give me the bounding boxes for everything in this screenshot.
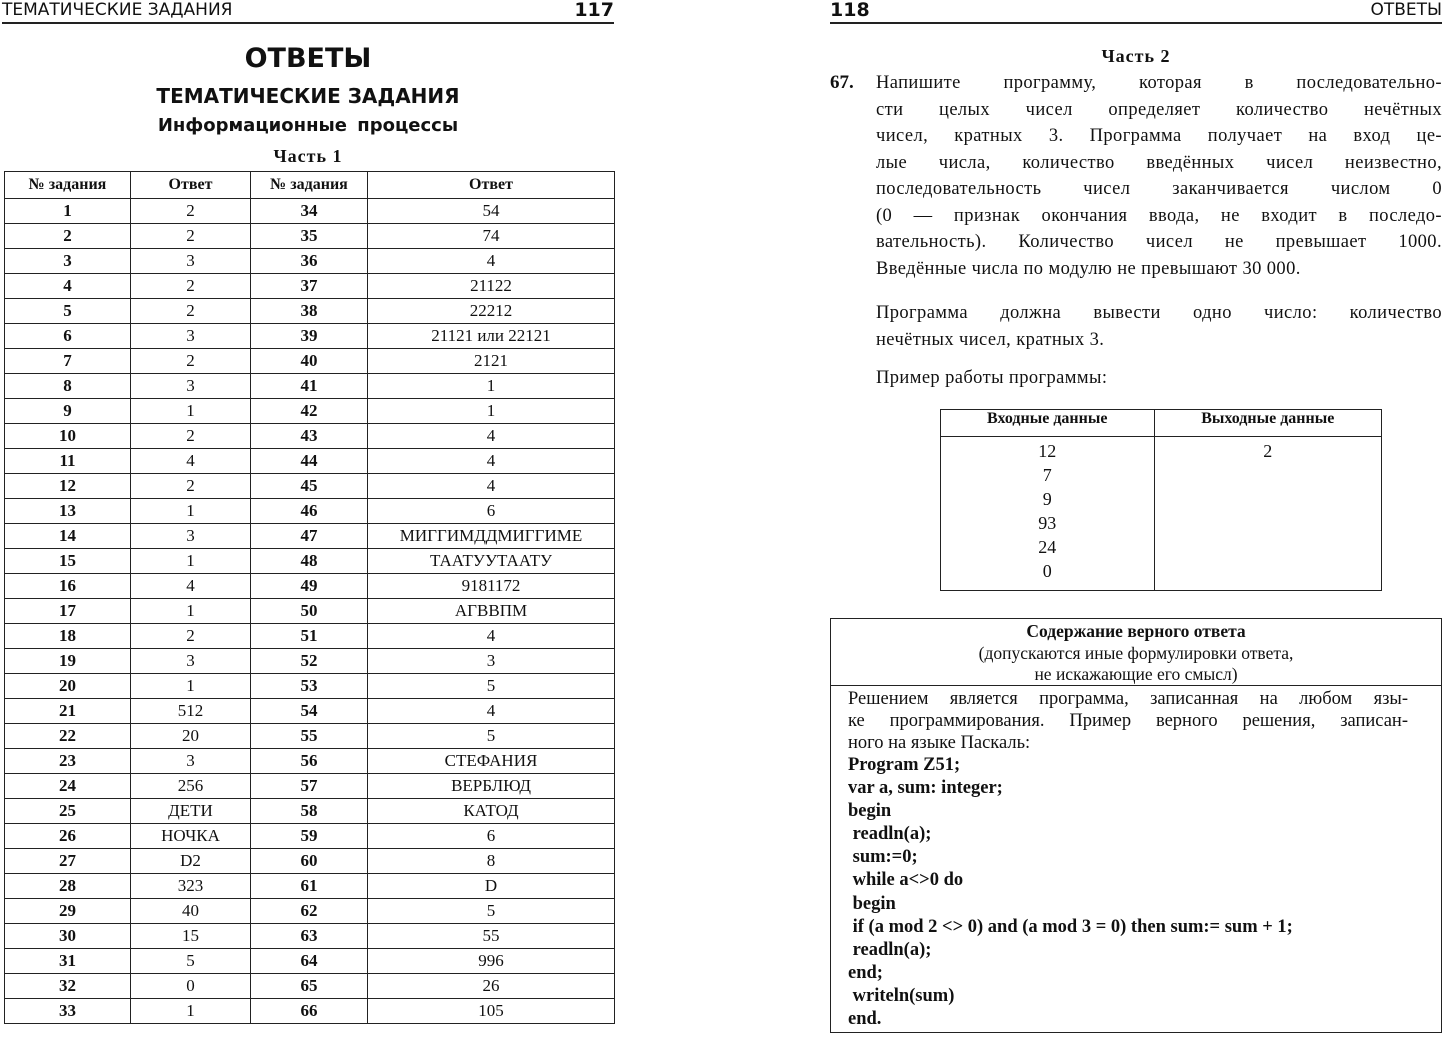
task-number-cell: 54	[251, 699, 368, 724]
section-title: ТЕМАТИЧЕСКИЕ ЗАДАНИЯ	[156, 84, 460, 108]
task-number-cell: 43	[251, 424, 368, 449]
table-row	[5, 549, 615, 574]
table-row	[5, 224, 615, 249]
code-line: begin	[848, 801, 892, 822]
description-line: ке программирования. Пример верного решения, записан-	[848, 711, 1408, 731]
task-number-cell: 52	[251, 649, 368, 674]
answer-cell: 1	[368, 374, 615, 399]
table-row	[5, 999, 615, 1024]
table-row	[5, 949, 615, 974]
answer-box-header	[831, 619, 1441, 686]
answer-cell: 5	[131, 949, 251, 974]
code-line: begin	[848, 893, 896, 914]
answer-cell: АГВВПМ	[368, 599, 615, 624]
task-number-cell: 65	[251, 974, 368, 999]
answer-cell: 5	[368, 674, 615, 699]
answer-cell: 2	[131, 424, 251, 449]
answer-cell: D2	[131, 849, 251, 874]
example-data-row	[941, 437, 1382, 591]
task-number-cell: 25	[5, 799, 131, 824]
task-line: Введённые числа по модулю не превышают 30 000.	[876, 258, 1301, 279]
task-number-cell: 27	[5, 849, 131, 874]
code-line: end.	[848, 1009, 882, 1030]
task-number-cell: 49	[251, 574, 368, 599]
answer-cell: 4	[368, 449, 615, 474]
task-number: 67.	[830, 72, 854, 93]
table-row	[5, 249, 615, 274]
part-title: Часть 1	[273, 146, 343, 166]
example-input-value: 12	[1038, 441, 1057, 461]
table-row	[5, 774, 615, 799]
column-header-answer: Ответ	[131, 172, 251, 199]
example-input-value: 0	[1042, 561, 1052, 581]
task-number-cell: 37	[251, 274, 368, 299]
answer-cell: 21121 или 22121	[368, 324, 615, 349]
table-row	[5, 199, 615, 224]
table-row	[5, 399, 615, 424]
task-number-cell: 48	[251, 549, 368, 574]
column-header-task-number: № задания	[5, 172, 131, 199]
answer-cell: 996	[368, 949, 615, 974]
answer-cell: 4	[368, 624, 615, 649]
task-number-cell: 7	[5, 349, 131, 374]
pascal-code	[848, 754, 1441, 1031]
subsection-title: Информационные процессы	[157, 115, 459, 136]
table-row	[5, 874, 615, 899]
task-number-cell: 32	[5, 974, 131, 999]
task-number-cell: 28	[5, 874, 131, 899]
answer-cell: 323	[131, 874, 251, 899]
task-number-cell: 59	[251, 824, 368, 849]
answer-cell: 1	[368, 399, 615, 424]
task-number-cell: 22	[5, 724, 131, 749]
task-line: Напишите программу, которая в последовательно-	[876, 73, 1442, 93]
answer-cell: 105	[368, 999, 615, 1024]
answer-cell: 74	[368, 224, 615, 249]
task-number-cell: 8	[5, 374, 131, 399]
page-number-118: 118	[830, 0, 870, 21]
column-header-task-number: № задания	[251, 172, 368, 199]
answer-cell: 3	[131, 324, 251, 349]
answer-cell: 4	[368, 474, 615, 499]
running-head-left: ТЕМАТИЧЕСКИЕ ЗАДАНИЯ	[2, 0, 233, 20]
task-line: вательность). Количество чисел не превышает 1000.	[876, 232, 1442, 252]
table-row	[5, 449, 615, 474]
answer-cell: 1	[131, 549, 251, 574]
code-line: end;	[848, 962, 883, 983]
answer-cell: 21122	[368, 274, 615, 299]
task-number-cell: 38	[251, 299, 368, 324]
task-number-cell: 18	[5, 624, 131, 649]
example-output-cell: 2	[1154, 437, 1382, 591]
task-number-cell: 41	[251, 374, 368, 399]
answer-cell: 256	[131, 774, 251, 799]
task-number-cell: 63	[251, 924, 368, 949]
task-number-cell: 6	[5, 324, 131, 349]
task-number-cell: 60	[251, 849, 368, 874]
page-title: ОТВЕТЫ	[244, 43, 372, 74]
answer-cell: 3	[131, 749, 251, 774]
code-line: Program Z51;	[848, 755, 961, 775]
answer-cell: 5	[368, 724, 615, 749]
table-row	[5, 699, 615, 724]
answer-cell: 4	[368, 249, 615, 274]
column-header-input: Входные данные	[941, 410, 1155, 437]
task-number-cell: 9	[5, 399, 131, 424]
task-number-cell: 34	[251, 199, 368, 224]
page-number-117: 117	[574, 0, 614, 21]
task-number-cell: 10	[5, 424, 131, 449]
example-table	[940, 409, 1382, 591]
task-number-cell: 50	[251, 599, 368, 624]
answer-cell: 1	[131, 999, 251, 1024]
task-number-cell: 14	[5, 524, 131, 549]
answer-cell: 15	[131, 924, 251, 949]
answer-box-body	[831, 686, 1441, 1031]
header-rule	[830, 22, 1442, 24]
answer-cell: 20	[131, 724, 251, 749]
task-line: (0 — признак окончания ввода, не входит в последо-	[876, 205, 1442, 226]
table-row	[5, 599, 615, 624]
answer-cell: 26	[368, 974, 615, 999]
task-number-cell: 61	[251, 874, 368, 899]
answer-cell: 2	[131, 349, 251, 374]
answer-cell: 55	[368, 924, 615, 949]
answer-cell: 9181172	[368, 574, 615, 599]
part-title: Часть 2	[1101, 46, 1171, 66]
task-line: чисел, кратных 3. Программа получает на вход це-	[876, 126, 1442, 146]
table-row	[5, 499, 615, 524]
answer-cell: 3	[131, 649, 251, 674]
answer-cell: 2	[131, 299, 251, 324]
answer-cell: ДЕТИ	[131, 799, 251, 824]
answer-cell: 22212	[368, 299, 615, 324]
example-input-value: 9	[1042, 489, 1052, 509]
task-number-cell: 44	[251, 449, 368, 474]
task-number-cell: 51	[251, 624, 368, 649]
task-line: сти целых чисел определяет количество нечётных	[876, 99, 1442, 120]
answer-cell: 2	[131, 274, 251, 299]
task-number-cell: 45	[251, 474, 368, 499]
answer-cell: 2	[131, 199, 251, 224]
task-number-cell: 40	[251, 349, 368, 374]
running-head-right: ОТВЕТЫ	[1370, 0, 1442, 20]
answer-cell: 6	[368, 499, 615, 524]
task-number-cell: 1	[5, 199, 131, 224]
answer-cell: НОЧКА	[131, 824, 251, 849]
answer-cell: 4	[131, 574, 251, 599]
table-row	[5, 649, 615, 674]
answer-cell: 3	[368, 649, 615, 674]
task-number-cell: 62	[251, 899, 368, 924]
answer-cell: 8	[368, 849, 615, 874]
task-output-description	[876, 300, 1442, 353]
table-header-row	[5, 172, 615, 199]
task-number-cell: 15	[5, 549, 131, 574]
answer-cell: СТЕФАНИЯ	[368, 749, 615, 774]
example-input-cell	[941, 437, 1155, 591]
code-line: while a<>0 do	[848, 870, 964, 891]
table-row	[5, 324, 615, 349]
answer-box	[830, 618, 1442, 1033]
example-input-value: 24	[1038, 537, 1057, 557]
task-number-cell: 4	[5, 274, 131, 299]
task-number-cell: 21	[5, 699, 131, 724]
code-line: readln(a);	[848, 939, 932, 960]
example-input-value: 93	[1038, 513, 1057, 533]
code-line: if (a mod 2 <> 0) and (a mod 3 = 0) then sum:= sum + 1;	[848, 916, 1293, 937]
task-line: Программа должна вывести одно число: количество	[876, 303, 1442, 323]
task-number-cell: 19	[5, 649, 131, 674]
task-number-cell: 35	[251, 224, 368, 249]
table-row	[5, 924, 615, 949]
example-header-row	[941, 410, 1382, 437]
task-number-cell: 12	[5, 474, 131, 499]
answer-cell: 40	[131, 899, 251, 924]
task-number-cell: 55	[251, 724, 368, 749]
answer-cell: 2	[131, 224, 251, 249]
task-number-cell: 20	[5, 674, 131, 699]
task-number-cell: 29	[5, 899, 131, 924]
task-line: лые числа, количество введённых чисел неизвестно,	[876, 152, 1442, 173]
table-row	[5, 299, 615, 324]
answer-cell: 54	[368, 199, 615, 224]
task-number-cell: 64	[251, 949, 368, 974]
task-number-cell: 46	[251, 499, 368, 524]
task-number-cell: 33	[5, 999, 131, 1024]
answer-box-note: не искажающие его смысл)	[1034, 664, 1238, 684]
task-number-cell: 30	[5, 924, 131, 949]
answer-cell: 1	[131, 674, 251, 699]
answer-cell: ВЕРБЛЮД	[368, 774, 615, 799]
answer-cell: 1	[131, 599, 251, 624]
task-number-cell: 13	[5, 499, 131, 524]
answer-cell: 2121	[368, 349, 615, 374]
answer-cell: 2	[131, 474, 251, 499]
table-row	[5, 424, 615, 449]
task-number-cell: 39	[251, 324, 368, 349]
answer-cell: 3	[131, 524, 251, 549]
task-number-cell: 42	[251, 399, 368, 424]
task-number-cell: 56	[251, 749, 368, 774]
answer-box-note: (допускаются иные формулировки ответа,	[978, 642, 1294, 663]
solution-description	[848, 688, 1408, 754]
answer-cell: 512	[131, 699, 251, 724]
task-number-cell: 17	[5, 599, 131, 624]
answer-cell: 4	[368, 424, 615, 449]
answer-cell: ТААТУУТААТУ	[368, 549, 615, 574]
answer-cell: 4	[131, 449, 251, 474]
example-label: Пример работы программы:	[876, 368, 1108, 388]
answer-cell: 1	[131, 399, 251, 424]
code-line: sum:=0;	[848, 847, 918, 868]
task-number-cell: 2	[5, 224, 131, 249]
answer-cell: КАТОД	[368, 799, 615, 824]
answers-table	[4, 171, 615, 1024]
answer-cell: МИГГИМДДМИГГИМЕ	[368, 524, 615, 549]
header-rule	[2, 22, 614, 24]
answer-cell: 3	[131, 374, 251, 399]
table-row	[5, 349, 615, 374]
task-number-cell: 16	[5, 574, 131, 599]
task-number-cell: 31	[5, 949, 131, 974]
task-number-cell: 47	[251, 524, 368, 549]
example-input-value: 7	[1042, 465, 1052, 485]
task-number-cell: 57	[251, 774, 368, 799]
task-number-cell: 3	[5, 249, 131, 274]
table-row	[5, 374, 615, 399]
column-header-output: Выходные данные	[1154, 410, 1382, 437]
task-number-cell: 11	[5, 449, 131, 474]
table-row	[5, 674, 615, 699]
task-number-cell: 24	[5, 774, 131, 799]
task-number-cell: 58	[251, 799, 368, 824]
answer-cell: 5	[368, 899, 615, 924]
task-number-cell: 36	[251, 249, 368, 274]
code-line: readln(a);	[848, 824, 932, 845]
answer-cell: D	[368, 874, 615, 899]
answer-cell: 6	[368, 824, 615, 849]
answer-cell: 0	[131, 974, 251, 999]
table-row	[5, 724, 615, 749]
table-row	[5, 899, 615, 924]
table-row	[5, 524, 615, 549]
table-row	[5, 799, 615, 824]
table-row	[5, 749, 615, 774]
task-line: нечётных чисел, кратных 3.	[876, 329, 1105, 350]
answer-cell: 1	[131, 499, 251, 524]
task-statement	[876, 70, 1442, 282]
answer-box-title: Содержание верного ответа	[1026, 621, 1246, 641]
table-row	[5, 849, 615, 874]
table-row	[5, 824, 615, 849]
code-line: writeln(sum)	[848, 985, 955, 1006]
column-header-answer: Ответ	[368, 172, 615, 199]
description-line: Решением является программа, записанная на любом язы-	[848, 689, 1408, 709]
table-row	[5, 624, 615, 649]
table-row	[5, 274, 615, 299]
answer-cell: 3	[131, 249, 251, 274]
task-number-cell: 26	[5, 824, 131, 849]
answer-cell: 2	[131, 624, 251, 649]
task-line: последовательность чисел заканчивается числом 0	[876, 179, 1442, 199]
task-number-cell: 5	[5, 299, 131, 324]
task-number-cell: 23	[5, 749, 131, 774]
table-row	[5, 474, 615, 499]
answer-cell: 4	[368, 699, 615, 724]
task-number-cell: 53	[251, 674, 368, 699]
table-row	[5, 974, 615, 999]
description-line: ного на языке Паскаль:	[848, 733, 1031, 753]
code-line: var a, sum: integer;	[848, 778, 1003, 799]
table-row	[5, 574, 615, 599]
task-number-cell: 66	[251, 999, 368, 1024]
